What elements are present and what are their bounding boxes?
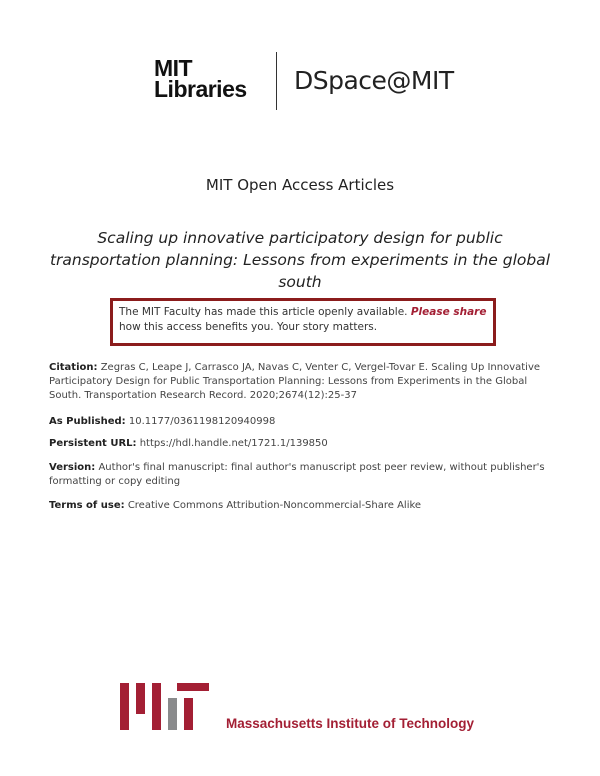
terms-of-use [49, 499, 559, 513]
dspace-logo: DSpace@MIT [294, 66, 454, 95]
terms-label: Terms of use: [49, 500, 125, 511]
open-access-notice [110, 298, 496, 346]
article-title: Scaling up innovative participatory design for public transportation planning: Lessons from experiments in the global south [49, 229, 551, 291]
persistent-url-value[interactable]: https://hdl.handle.net/1721.1/139850 [139, 438, 328, 449]
citation [49, 361, 559, 403]
as-published-label: As Published: [49, 416, 126, 427]
mit-libraries-logo [154, 55, 247, 102]
notice-text-2: how this access benefits you. Your story matters. [119, 321, 378, 333]
version-value: Author's final manuscript: final author's manuscript post peer review, without publisher's formatting or copy editing [49, 462, 545, 487]
logo-line-1: MIT [154, 55, 193, 81]
logo-line-2: Libraries [154, 76, 247, 102]
version [49, 461, 559, 489]
logo-divider [276, 52, 277, 110]
doi-value: 10.1177/0361198120940998 [128, 416, 276, 427]
as-published [49, 415, 559, 429]
notice-text: The MIT Faculty has made this article openly available. [119, 306, 408, 318]
persistent-url [49, 437, 559, 451]
collection-heading: MIT Open Access Articles [205, 176, 395, 194]
citation-value: Zegras C, Leape J, Carrasco JA, Navas C, Venter C, Vergel-Tovar E. Scaling Up Innovative Participatory Design for Public Transportation Planning: Lessons from Experiments in the Global South. Transportation Research Record. 2020;2674(12):25-37 [49, 362, 541, 401]
please-share-link[interactable]: Please share [410, 306, 487, 318]
institution-name: Massachusetts Institute of Technology [226, 716, 475, 731]
terms-value: Creative Commons Attribution-Noncommercial-Share Alike [127, 500, 422, 511]
persistent-url-label: Persistent URL: [49, 438, 137, 449]
citation-label: Citation: [49, 362, 98, 373]
version-label: Version: [49, 462, 96, 473]
